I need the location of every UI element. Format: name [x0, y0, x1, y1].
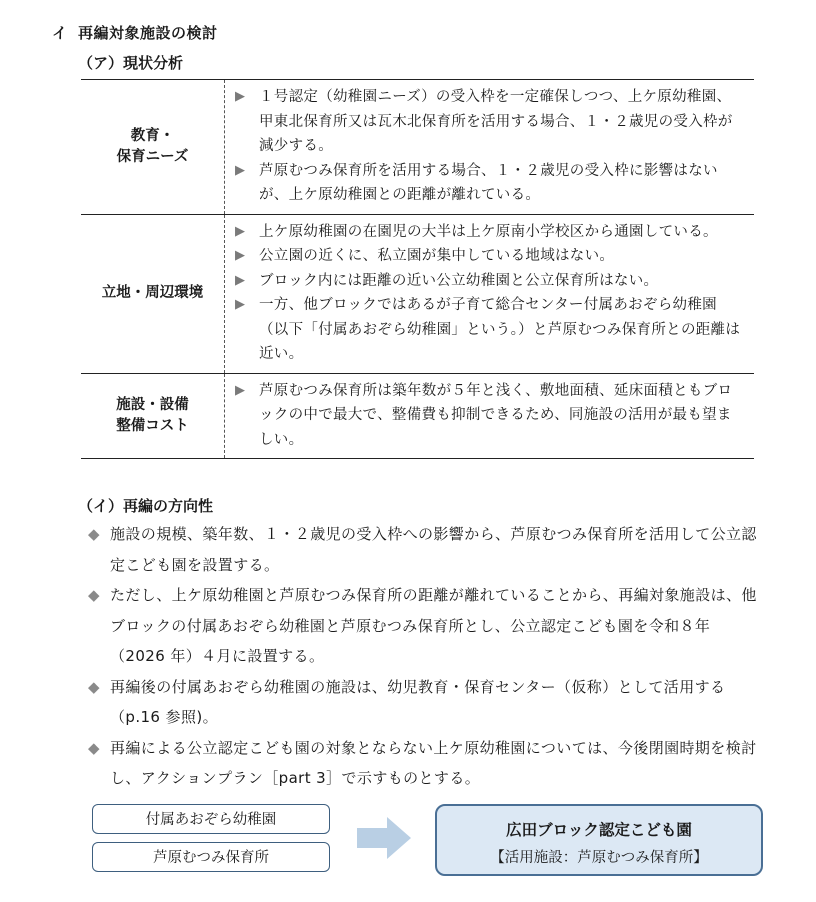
analysis-row — [81, 373, 754, 459]
analysis-bullet — [235, 269, 746, 294]
category-line: 立地・周辺環境 — [101, 285, 204, 301]
bullet-text: 芦原むつみ保育所を活用する場合、１・２歳児の受入枠に影響はないが、上ケ原幼稚園との距離が離れている。 — [259, 162, 718, 203]
analysis-category — [81, 80, 225, 215]
direction-list — [88, 519, 760, 794]
analysis-bullet — [235, 293, 746, 367]
direction-item — [88, 672, 760, 733]
direction-item — [88, 580, 760, 672]
triangle-bullet-icon: ▶ — [235, 89, 246, 104]
category-line: 保育ニーズ — [116, 148, 189, 165]
subsection-b-title: （イ）再編の方向性 — [78, 497, 214, 515]
section-heading — [52, 22, 218, 43]
diamond-bullet-icon: ◆ — [88, 525, 100, 543]
direction-item — [88, 519, 760, 580]
source-facility-aozora: 付属あおぞら幼稚園 — [92, 804, 330, 834]
analysis-bullet — [235, 379, 746, 453]
direction-text: 再編後の付属あおぞら幼稚園の施設は、幼児教育・保育センター（仮称）として活用する（p.16 参照)。 — [110, 677, 726, 726]
triangle-bullet-icon: ▶ — [235, 382, 246, 398]
triangle-bullet-icon: ▶ — [235, 297, 246, 312]
direction-text: ただし、上ケ原幼稚園と芦原むつみ保育所の距離が離れていることから、再編対象施設は、他ブロックの付属あおぞら幼稚園と芦原むつみ保育所とし、公立認定こども園を令和８年（2026 年）４月に設置する。 — [110, 586, 757, 665]
direction-text: 再編による公立認定こども園の対象とならない上ケ原幼稚園については、今後閉園時期を検討し、アクションプラン［part 3］で示すものとする。 — [110, 738, 757, 787]
result-box — [435, 804, 763, 876]
diamond-bullet-icon: ◆ — [88, 677, 100, 696]
category-line: 施設・設備 — [116, 396, 189, 413]
bullet-text: 一方、他ブロックではあるが子育て総合センター付属あおぞら幼稚園（以下「付属あおぞら幼稚園」という。）と芦原むつみ保育所との距離は近い。 — [259, 297, 741, 362]
diamond-bullet-icon: ◆ — [88, 738, 100, 757]
analysis-category — [81, 214, 225, 373]
diamond-bullet-icon: ◆ — [88, 586, 100, 604]
bullet-text: 芦原むつみ保育所は築年数が５年と浅く、敷地面積、延床面積ともブロックの中で最大で、整備費も抑制できるため、同施設の活用が最も望ましい。 — [259, 382, 733, 448]
category-line: 整備コスト — [116, 417, 189, 434]
analysis-table — [81, 79, 754, 459]
result-title: 広田ブロック認定こども園 — [506, 821, 692, 839]
subsection-a-title: （ア）現状分析 — [78, 54, 184, 72]
analysis-bullet — [235, 85, 746, 159]
analysis-content — [225, 80, 755, 215]
analysis-bullet — [235, 159, 746, 208]
triangle-bullet-icon: ▶ — [235, 223, 246, 239]
right-arrow-icon — [357, 815, 413, 861]
triangle-bullet-icon: ▶ — [235, 248, 246, 263]
triangle-bullet-icon: ▶ — [235, 272, 246, 288]
section-title: 再編対象施設の検討 — [78, 24, 218, 42]
bullet-text: 上ケ原幼稚園の在園児の大半は上ケ原南小学校区から通園している。 — [259, 223, 718, 240]
direction-text: 施設の規模、築年数、１・２歳児の受入枠への影響から、芦原むつみ保育所を活用して公立認定こども園を設置する。 — [110, 525, 757, 574]
analysis-row — [81, 214, 754, 373]
direction-item — [88, 733, 760, 794]
section-mark: イ — [52, 24, 68, 42]
category-line: 教育・ — [130, 127, 175, 144]
analysis-content — [225, 373, 755, 459]
result-subtitle: 【活用施設：芦原むつみ保育所】 — [490, 850, 708, 866]
analysis-row — [81, 80, 754, 215]
bullet-text: １号認定（幼稚園ニーズ）の受入枠を一定確保しつつ、上ケ原幼稚園、甲東北保育所又は瓦木北保育所を活用する場合、１・２歳児の受入枠が減少する。 — [259, 89, 733, 154]
analysis-bullet — [235, 220, 746, 245]
triangle-bullet-icon: ▶ — [235, 162, 246, 178]
bullet-text: ブロック内には距離の近い公立幼稚園と公立保育所はない。 — [259, 272, 659, 289]
analysis-content — [225, 214, 755, 373]
bullet-text: 公立園の近くに、私立園が集中している地域はない。 — [259, 248, 615, 264]
source-facility-ashihara: 芦原むつみ保育所 — [92, 842, 330, 872]
analysis-bullet — [235, 244, 746, 269]
analysis-category — [81, 373, 225, 459]
